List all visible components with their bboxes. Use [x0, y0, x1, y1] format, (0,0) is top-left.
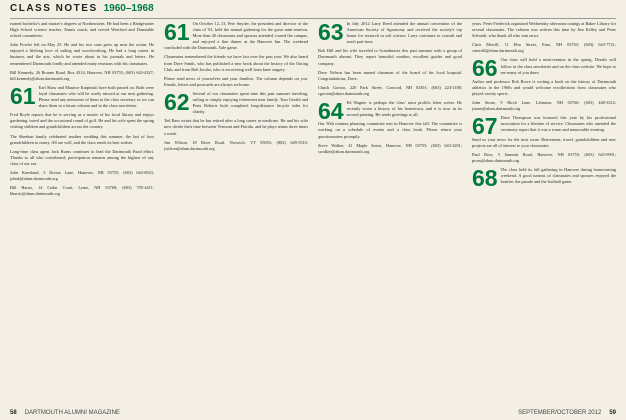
- class-note-text: Ted Bass writes that he has retired after a long career in medicine. He and his wife now divide their time between Vermont and Florida, and he plays tennis three times a week.: [164, 118, 308, 136]
- class-note-paragraph: [472, 55, 616, 82]
- text-columns: [10, 21, 616, 406]
- class-note-paragraph: [318, 143, 462, 155]
- class-year-numeral: 61: [164, 21, 190, 45]
- class-note-text: Author and professor Rob Rowe is writing a book on the history of Dartmouth athletics in the 1960s and would welcome recollections from classmates who played varsity sports.: [472, 78, 616, 96]
- class-note-paragraph: [164, 118, 308, 136]
- class-note-text: Jim Wilson, 18 River Road, Norwich, VT 05055; (802) 649-5510; jwilson@alum.dartmouth.org: [164, 139, 308, 151]
- class-note-paragraph: [318, 98, 462, 125]
- class-note-paragraph: [10, 42, 154, 66]
- column-1: [10, 21, 154, 406]
- class-note-paragraph: [164, 54, 308, 72]
- class-note-paragraph: [318, 48, 462, 66]
- class-note-text: Steve Walker, 41 Maple Street, Hanover, NH 03755; (603) 643-2201; swalker@alum.dartmouth.org: [318, 142, 462, 154]
- page-footer: [10, 408, 616, 418]
- class-note-text: Fred Boyle reports that he is serving as a trustee of his local library and enjoys gardening, travel and the occasional round of golf. He and his wife spent the spring visiting children and grandchildren across the country.: [10, 112, 154, 130]
- class-note-text: Dave Nelson has been named chairman of the board of his local hospital. Congratulations, Dave.: [318, 69, 462, 81]
- class-note-paragraph: [10, 82, 154, 109]
- class-note-paragraph: [10, 21, 154, 39]
- magazine-name: DARTMOUTH ALUMNI MAGAZINE: [24, 410, 120, 416]
- class-note-text: Our 50th reunion planning committee met in Hanover this fall. The committee is working on a schedule of events and a class book. Please return your questionnaires promptly.: [318, 121, 462, 139]
- class-note-text: On October 12–13, Pete Snyder, the president and director of the class of '61, held the annual gathering for the great mini-reunion. More than 40 classmates and spouses attended, toured the campus, and enjoyed a fine dinner at the Hanover Inn. The weekend concluded with the Dartmouth–Yale game.: [164, 21, 308, 51]
- class-note-text: Send us your news for the next issue. Retirement, travel, grandchildren and new projects are all of interest to your classmates.: [472, 136, 616, 148]
- issue-date: SEPTEMBER/OCTOBER 2012: [518, 410, 602, 416]
- class-note-text: Dave Thompson was honored this year by his professional association for a lifetime of service. Classmates who attended the ceremony report that it was a warm and memorable evening.: [500, 115, 616, 133]
- class-note-text: Paul Ross, 5 Summit Road, Hanover, NH 03755; (603) 643-9901; pross@alum.dartmouth.org: [472, 151, 616, 163]
- class-note-paragraph: [472, 152, 616, 164]
- class-note-text: Ed Wagner is perhaps the class' most prolific letter writer. He recently wrote a history of his hometown, and it is now in its second printing. He sends greetings to all.: [346, 100, 462, 118]
- class-note-paragraph: [164, 76, 308, 88]
- class-note-paragraph: [164, 88, 308, 115]
- class-note-paragraph: [10, 149, 154, 167]
- class-note-paragraph: [318, 70, 462, 82]
- section-year-range: 1960–1968: [103, 3, 154, 14]
- class-note-text: The Sheehan family celebrated another wedding this summer, the last of four grandchildren to marry. All are well, and the class sends its best wishes.: [10, 133, 154, 145]
- page-number-right: 59: [609, 410, 616, 416]
- class-note-text: John Stone, 9 Birch Lane, Lebanon, NH 03766; (603) 448-3312; jstone@alum.dartmouth.org: [472, 100, 616, 112]
- section-title: CLASS NOTES: [10, 3, 98, 14]
- class-note-text: Bob Hill and his wife traveled to Scandinavia this past summer with a group of Dartmouth alumni. They report beautiful weather, excellent guides and good company.: [318, 48, 462, 66]
- class-note-paragraph: [472, 42, 616, 54]
- class-note-paragraph: [472, 137, 616, 149]
- class-note-paragraph: [10, 70, 154, 82]
- page-number: 58: [10, 410, 17, 416]
- class-note-text: Classmates remembered the friends we have lost over the past year. We also heard from Dave Smith, who has published a new book about the history of the Outing Club, and from Bob Jacobs, who is recovering well from knee surgery.: [164, 54, 308, 72]
- class-note-text: John Fowler left on May 25. He and his two sons grew up near the ocean. He enjoyed a lifelong love of sailing and woodworking. He had a long career in business and the arts, which he wrote about in his journals and letters. He remembered Dartmouth fondly and attended many reunions with his classmates.: [10, 42, 154, 66]
- class-year-numeral: 64: [318, 98, 344, 125]
- class-note-text: Long-time class agent Jack Burns continues to lead the Dartmouth Fund effort. Thanks to all who contributed; participation remains among the highest of any class of our era.: [10, 148, 154, 166]
- class-note-paragraph: [472, 79, 616, 97]
- column-3: [318, 21, 462, 406]
- class-note-text: earned bachelor's and master's degrees at Northeastern. He had been a Bridgewater High School science teacher, Tennis coach, and served Westford and Dunstable school committees.: [10, 21, 154, 39]
- class-note-text: years. Peter Frederick organized Wednesday afternoon outings at Baker Library for several classmates. The column was written this time by Jim Kelley and Peter Schmidt, who thank all who sent news.: [472, 21, 616, 39]
- class-note-text: Our class will hold a mini-reunion in the spring. Details will follow in the class newsletter and on the class website. We hope to see many of you there.: [500, 57, 616, 75]
- class-note-paragraph: [472, 164, 616, 191]
- class-note-paragraph: [10, 170, 154, 182]
- class-note-paragraph: [318, 85, 462, 97]
- class-year-numeral: 66: [472, 55, 498, 82]
- class-note-paragraph: [472, 100, 616, 112]
- header-rule: [10, 18, 616, 19]
- class-year-numeral: 67: [472, 113, 498, 140]
- class-note-paragraph: [318, 21, 462, 45]
- column-4: [472, 21, 616, 406]
- class-note-paragraph: [10, 112, 154, 130]
- class-note-paragraph: [164, 140, 308, 152]
- class-note-paragraph: [164, 21, 308, 51]
- class-note-text: In July 2012 Larry Reed attended the annual convention of the American Society of Agronomy and received the society's top honor for research in soil science. Larry continues to consult and teach part-time.: [346, 21, 462, 45]
- class-note-text: Bill Harris, 14 Cedar Court, Lyme, NH 03768; (603) 795-4411; bharris@alum.dartmouth.org: [10, 185, 154, 197]
- class-note-paragraph: [318, 121, 462, 139]
- class-note-text: Several of our classmates spent time this past summer traveling, sailing or simply enjoying retirement near family. Tom Gerald and Peter Roberts both completed long-distance bicycle rides for charity.: [192, 90, 308, 115]
- class-note-text: Chris Merrill, 11 Elm Street, Etna, NH 03750; (603) 643-7721; cmerrill@alum.dartmouth.org: [472, 42, 616, 54]
- column-2: [164, 21, 308, 406]
- class-year-numeral: 68: [472, 164, 498, 191]
- class-note-text: The class held its fall gathering in Hanover during homecoming weekend. A good turnout of classmates and spouses enjoyed the bonfire, the parade and the football game.: [500, 166, 616, 185]
- class-note-text: John Kneeland, 3 Dorset Lane, Hanover, NH 03755; (603) 643-0023; johnk@alum.dartmouth.org: [10, 169, 154, 182]
- class-year-numeral: 61: [10, 82, 36, 109]
- class-note-text: Chuck Gorton, 220 Park Street, Concord, NH 03301; (603) 224-1188; cgorton@alum.dartmouth.org: [318, 84, 462, 96]
- class-note-text: Bill Kennedy, 26 Bourne Road, Box 4314, Hanover, NH 03755; (603) 643-4327; bill.kennedy@alum.dartmouth.org: [10, 69, 154, 81]
- class-year-numeral: 63: [318, 21, 344, 45]
- class-note-text: Please send news of yourselves and your families. The column depends on you. Emails, letters and postcards are always welcome.: [164, 75, 308, 87]
- class-note-text: Earl Shaw and Maurice Karpinski have both passed on. Both were loyal classmates who will be sorely missed at our next gathering. Please send any memories of them to the class secretary so we can share them in a future column and in the class newsletter.: [38, 84, 154, 109]
- class-year-numeral: 62: [164, 88, 190, 115]
- class-note-paragraph: [10, 185, 154, 197]
- class-note-paragraph: [10, 134, 154, 146]
- class-note-paragraph: [472, 113, 616, 140]
- class-note-paragraph: [472, 21, 616, 39]
- page-header: [10, 3, 616, 17]
